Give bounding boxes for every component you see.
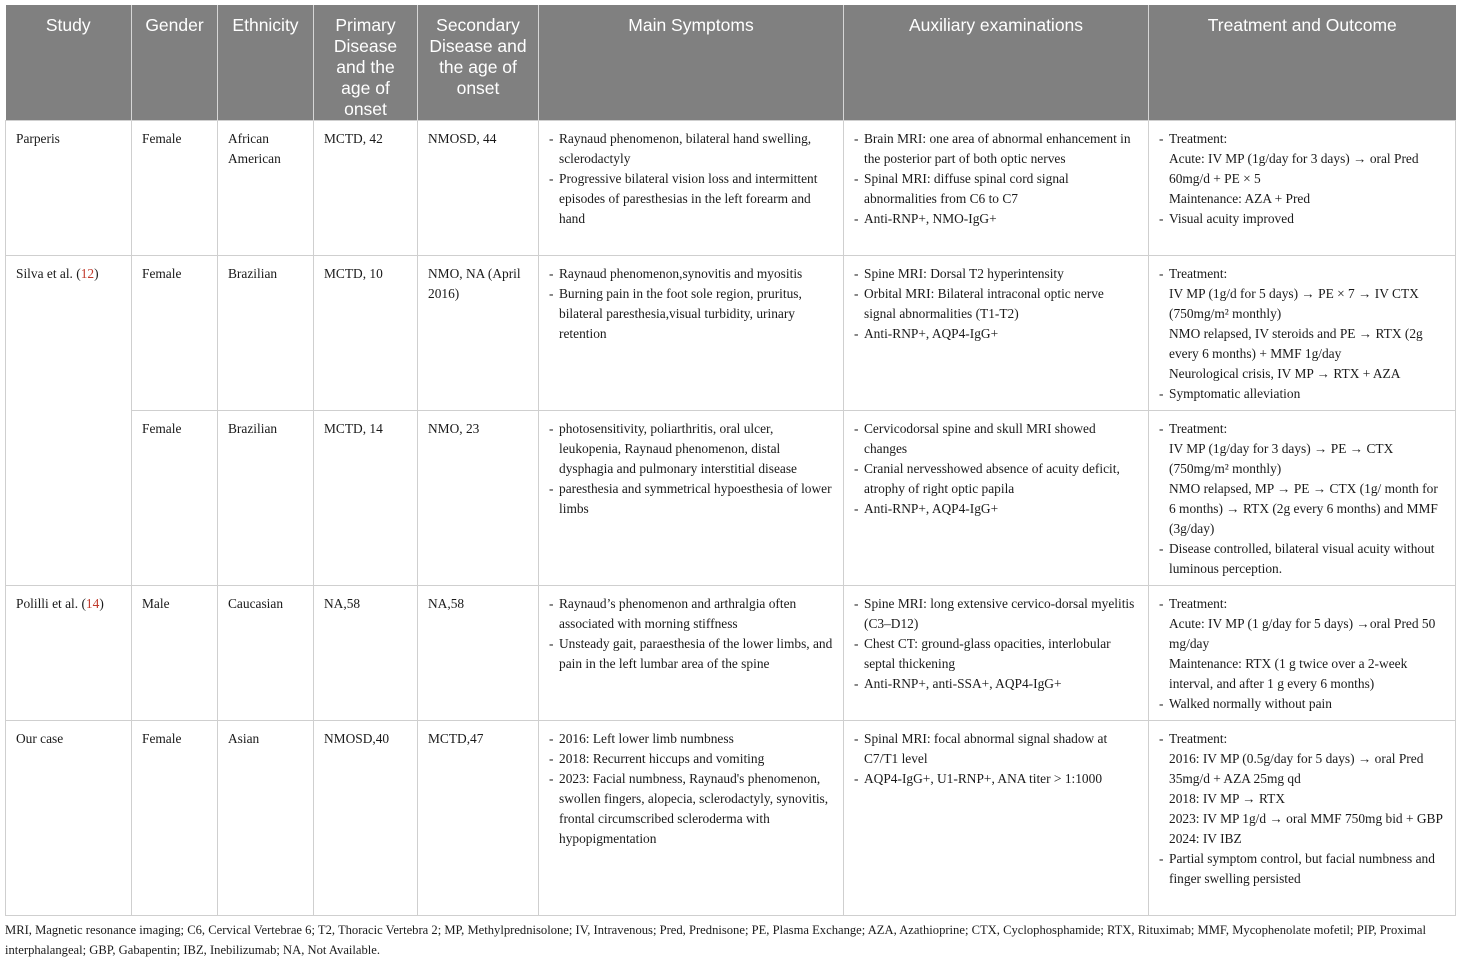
outcome-item: - Visual acuity improved <box>1159 209 1445 229</box>
case-comparison-table <box>5 5 1456 916</box>
symptom-item: - photosensitivity, poliarthritis, oral ulcer, leukopenia, Raynaud phenomenon, distal dysphagia and pulmonary interstitial disease <box>549 419 833 479</box>
header-gender: Gender <box>132 5 218 121</box>
cell-ethnicity: Caucasian <box>218 586 314 721</box>
cell-treatment-outcome <box>1149 721 1456 916</box>
table-header <box>6 5 1456 121</box>
exam-item: - Spinal MRI: focal abnormal signal shadow at C7/T1 level <box>854 729 1138 769</box>
exam-item: - Orbital MRI: Bilateral intraconal optic nerve signal abnormalities (T1-T2) <box>854 284 1138 324</box>
symptom-item: - Raynaud phenomenon, bilateral hand swelling, sclerodactyly <box>549 129 833 169</box>
header-study: Study <box>6 5 132 121</box>
cell-ethnicity: African American <box>218 121 314 256</box>
header-main-symptoms: Main Symptoms <box>539 5 844 121</box>
exam-item: - Cervicodorsal spine and skull MRI showed changes <box>854 419 1138 459</box>
table-row <box>6 411 1456 586</box>
cell-auxiliary-exams <box>844 121 1149 256</box>
outcome-item: - Partial symptom control, but facial numbness and finger swelling persisted <box>1159 849 1445 889</box>
exam-item: - Chest CT: ground-glass opacities, interlobular septal thickening <box>854 634 1138 674</box>
header-auxiliary-exams: Auxiliary examinations <box>844 5 1149 121</box>
treatment-item: - Treatment: Acute: IV MP (1g/day for 3 days) → oral Pred 60mg/d + PE × 5 Maintenance: AZA + Pred <box>1159 129 1445 209</box>
reference-link[interactable]: 14 <box>85 596 100 611</box>
treatment-item: - Treatment: Acute: IV MP (1 g/day for 5 days) →oral Pred 50 mg/day Maintenance: RTX (1 g twice over a 2-week interval, and after 1 g every 6 months) <box>1159 594 1445 694</box>
table-row <box>6 586 1456 721</box>
cell-gender: Female <box>132 121 218 256</box>
cell-secondary-disease: MCTD,47 <box>418 721 539 916</box>
outcome-item: - Symptomatic alleviation <box>1159 384 1445 404</box>
cell-study: Polilli et al. (14) <box>6 586 132 721</box>
symptom-item: - Burning pain in the foot sole region, pruritus, bilateral paresthesia,visual turbidity, urinary retention <box>549 284 833 344</box>
treatment-item: - Treatment: IV MP (1g/d for 5 days) → PE × 7 → IV CTX (750mg/m² monthly) NMO relapsed, IV steroids and PE → RTX (2g every 6 months) + MMF 1g/day Neurological crisis, IV MP → RTX + AZA <box>1159 264 1445 384</box>
exam-item: - Brain MRI: one area of abnormal enhancement in the posterior part of both optic nerves <box>854 129 1138 169</box>
outcome-item: - Walked normally without pain <box>1159 694 1445 714</box>
cell-main-symptoms <box>539 411 844 586</box>
symptom-item: - paresthesia and symmetrical hypoesthesia of lower limbs <box>549 479 833 519</box>
symptom-item: - Raynaud phenomenon,synovitis and myositis <box>549 264 833 284</box>
cell-gender: Female <box>132 411 218 586</box>
cell-study: Our case <box>6 721 132 916</box>
cell-auxiliary-exams <box>844 586 1149 721</box>
treatment-item: - Treatment: IV MP (1g/day for 3 days) → PE → CTX (750mg/m² monthly) NMO relapsed, MP → PE → CTX (1g/ month for 6 months) → RTX (2g every 6 months) and MMF (3g/day) <box>1159 419 1445 539</box>
exam-item: - Anti-RNP+, AQP4-IgG+ <box>854 499 1138 519</box>
cell-main-symptoms <box>539 586 844 721</box>
cell-primary-disease: MCTD, 42 <box>314 121 418 256</box>
exam-item: - Anti-RNP+, AQP4-IgG+ <box>854 324 1138 344</box>
cell-treatment-outcome <box>1149 586 1456 721</box>
cell-primary-disease: NMOSD,40 <box>314 721 418 916</box>
cell-study: Parperis <box>6 121 132 256</box>
cell-main-symptoms <box>539 256 844 411</box>
header-ethnicity: Ethnicity <box>218 5 314 121</box>
header-treatment-outcome: Treatment and Outcome <box>1149 5 1456 121</box>
exam-item: - Spine MRI: Dorsal T2 hyperintensity <box>854 264 1138 284</box>
cell-treatment-outcome <box>1149 256 1456 411</box>
cell-main-symptoms <box>539 721 844 916</box>
cell-gender: Female <box>132 256 218 411</box>
cell-primary-disease: NA,58 <box>314 586 418 721</box>
reference-link[interactable]: 12 <box>80 266 95 281</box>
header-primary-disease: Primary Disease and the age of onset <box>314 5 418 121</box>
cell-treatment-outcome <box>1149 121 1456 256</box>
treatment-item: - Treatment: 2016: IV MP (0.5g/day for 5 days) → oral Pred 35mg/d + AZA 25mg qd 2018: IV MP → RTX 2023: IV MP 1g/d → oral MMF 750mg bid + GBP 2024: IV IBZ <box>1159 729 1445 849</box>
cell-ethnicity: Asian <box>218 721 314 916</box>
cell-auxiliary-exams <box>844 411 1149 586</box>
symptom-item: - Progressive bilateral vision loss and intermittent episodes of paresthesias in the left forearm and hand <box>549 169 833 229</box>
exam-item: - AQP4-IgG+, U1-RNP+, ANA titer > 1:1000 <box>854 769 1138 789</box>
header-row <box>6 5 1456 121</box>
cell-gender: Male <box>132 586 218 721</box>
cell-secondary-disease: NMO, NA (April 2016) <box>418 256 539 411</box>
table-body <box>6 121 1456 916</box>
document-page <box>5 5 1455 960</box>
exam-item: - Anti-RNP+, NMO-IgG+ <box>854 209 1138 229</box>
cell-auxiliary-exams <box>844 721 1149 916</box>
cell-ethnicity: Brazilian <box>218 256 314 411</box>
exam-item: - Spinal MRI: diffuse spinal cord signal abnormalities from C6 to C7 <box>854 169 1138 209</box>
exam-item: - Anti-RNP+, anti-SSA+, AQP4-IgG+ <box>854 674 1138 694</box>
table-row <box>6 256 1456 411</box>
symptom-item: - 2023: Facial numbness, Raynaud's phenomenon, swollen fingers, alopecia, sclerodactyly, synovitis, frontal circumscribed scleroderma with hypopigmentation <box>549 769 833 849</box>
cell-auxiliary-exams <box>844 256 1149 411</box>
exam-item: - Cranial nervesshowed absence of acuity deficit, atrophy of right optic papila <box>854 459 1138 499</box>
cell-primary-disease: MCTD, 10 <box>314 256 418 411</box>
table-row <box>6 721 1456 916</box>
table-row <box>6 121 1456 256</box>
cell-secondary-disease: NA,58 <box>418 586 539 721</box>
symptom-item: - 2016: Left lower limb numbness <box>549 729 833 749</box>
table-footnote: MRI, Magnetic resonance imaging; C6, Cervical Vertebrae 6; T2, Thoracic Vertebra 2; MP, Methylprednisolone; IV, Intravenous; Pred, Prednisone; PE, Plasma Exchange; AZA, Azathioprine; CTX, Cyclophosphamide; RTX, Rituximab; MMF, Mycophenolate mofetil; PIP, Proximal interphalangeal; GBP, Gabapentin; IBZ, Inebilizumab; NA, Not Available. <box>5 923 1426 957</box>
cell-secondary-disease: NMOSD, 44 <box>418 121 539 256</box>
outcome-item: - Disease controlled, bilateral visual acuity without luminous perception. <box>1159 539 1445 579</box>
cell-gender: Female <box>132 721 218 916</box>
cell-primary-disease: MCTD, 14 <box>314 411 418 586</box>
symptom-item: - 2018: Recurrent hiccups and vomiting <box>549 749 833 769</box>
cell-main-symptoms <box>539 121 844 256</box>
symptom-item: - Unsteady gait, paraesthesia of the lower limbs, and pain in the left lumbar area of the spine <box>549 634 833 674</box>
symptom-item: - Raynaud’s phenomenon and arthralgia often associated with morning stiffness <box>549 594 833 634</box>
cell-study: Silva et al. (12) <box>6 256 132 586</box>
cell-ethnicity: Brazilian <box>218 411 314 586</box>
header-secondary-disease: Secondary Disease and the age of onset <box>418 5 539 121</box>
exam-item: - Spine MRI: long extensive cervico-dorsal myelitis (C3–D12) <box>854 594 1138 634</box>
cell-secondary-disease: NMO, 23 <box>418 411 539 586</box>
cell-treatment-outcome <box>1149 411 1456 586</box>
